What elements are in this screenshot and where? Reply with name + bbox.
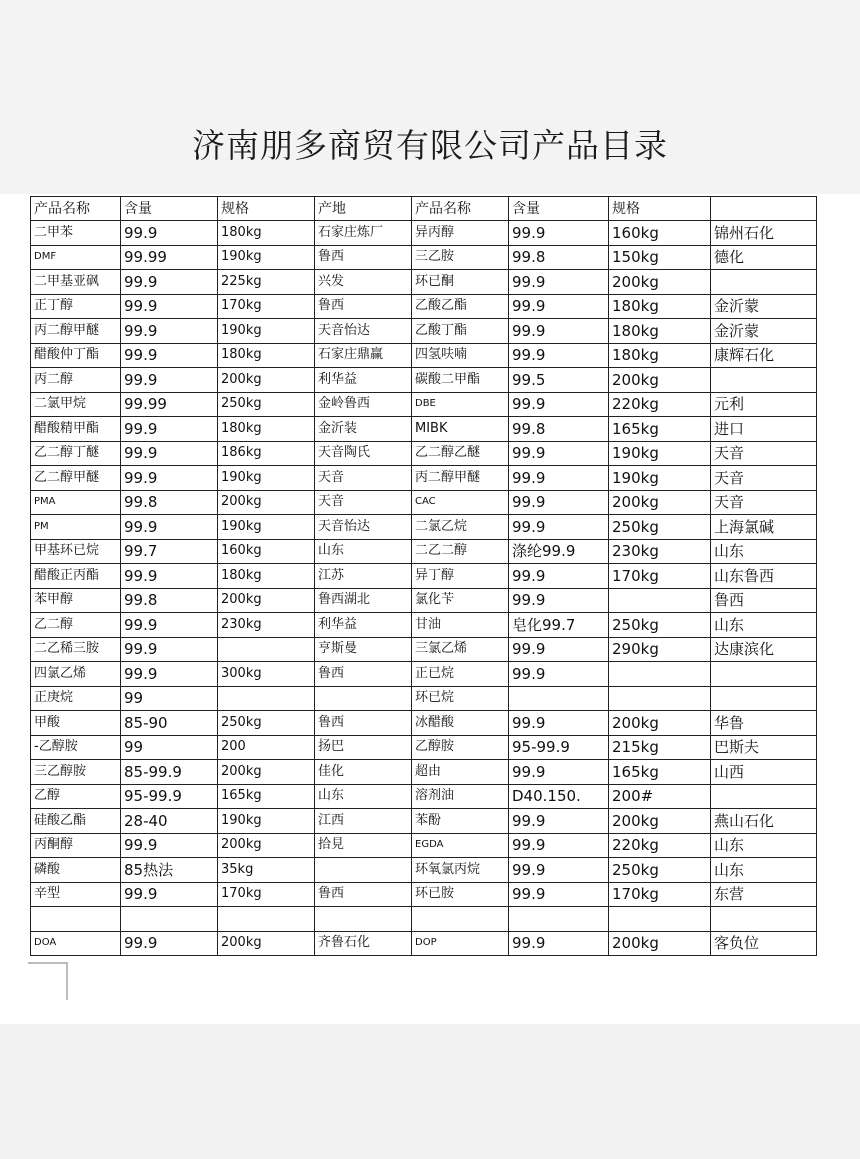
crop-corner-mark (28, 962, 68, 1000)
table-cell: 99 (121, 686, 218, 711)
table-cell: 溶剂油 (412, 784, 509, 809)
table-cell: 95-99.9 (121, 784, 218, 809)
table-cell: 165kg (218, 784, 315, 809)
table-cell: 山西 (711, 760, 817, 785)
table-cell: 99.9 (121, 294, 218, 319)
table-cell: 冰醋酸 (412, 711, 509, 736)
header-cell: 产地 (315, 197, 412, 221)
table-cell: 利华益 (315, 368, 412, 393)
table-cell: 170kg (609, 564, 711, 589)
table-cell: 磷酸 (31, 858, 121, 883)
table-cell: 150kg (609, 245, 711, 270)
table-cell: 99.9 (121, 221, 218, 246)
table-cell: 250kg (609, 613, 711, 638)
table-cell: 进口 (711, 417, 817, 442)
table-cell (315, 858, 412, 883)
table-cell (711, 368, 817, 393)
table-row (31, 637, 817, 662)
table-cell: 190kg (609, 441, 711, 466)
table-cell: 硅酸乙酯 (31, 809, 121, 834)
table-row (31, 760, 817, 785)
table-cell: 220kg (609, 392, 711, 417)
table-cell: 天音 (711, 441, 817, 466)
table-cell: 160kg (609, 221, 711, 246)
table-cell (711, 686, 817, 711)
table-cell: 异丙醇 (412, 221, 509, 246)
table-cell: 190kg (218, 809, 315, 834)
table-cell: 250kg (609, 515, 711, 540)
table-cell: 99.9 (121, 368, 218, 393)
table-cell: 200 (218, 735, 315, 760)
table-cell: 200kg (609, 809, 711, 834)
table-cell: 99.9 (121, 882, 218, 907)
table-cell: 99.9 (509, 319, 609, 344)
header-cell: 含量 (121, 197, 218, 221)
table-row (31, 392, 817, 417)
table-cell: 四氯乙烯 (31, 662, 121, 687)
table-cell (509, 907, 609, 932)
table-cell: 99.9 (509, 221, 609, 246)
table-cell: 180kg (609, 294, 711, 319)
table-cell: 35kg (218, 858, 315, 883)
table-cell: 江西 (315, 809, 412, 834)
table-row (31, 221, 817, 246)
table-cell: 甲酸 (31, 711, 121, 736)
header-cell: 产品名称 (412, 197, 509, 221)
table-cell: 鲁西 (315, 711, 412, 736)
table-cell: 99.9 (509, 515, 609, 540)
table-cell: PM (31, 515, 121, 540)
table-cell (711, 662, 817, 687)
table-cell: 拾見 (315, 833, 412, 858)
table-cell: MIBK (412, 417, 509, 442)
table-cell: 乙二醇丁醚 (31, 441, 121, 466)
table-cell: 丙二醇 (31, 368, 121, 393)
table-cell: 山东 (711, 539, 817, 564)
table-cell: 扬巴 (315, 735, 412, 760)
table-cell: 利华益 (315, 613, 412, 638)
table-cell: 165kg (609, 417, 711, 442)
table-cell: 225kg (218, 270, 315, 295)
table-cell: 醋酸正丙酯 (31, 564, 121, 589)
table-cell: 160kg (218, 539, 315, 564)
screenshot-bottom-area (0, 1024, 860, 1159)
table-cell: 170kg (218, 294, 315, 319)
table-header-row (31, 197, 817, 221)
table-cell: 乙酸乙酯 (412, 294, 509, 319)
table-cell: 28-40 (121, 809, 218, 834)
table-cell: 190kg (218, 319, 315, 344)
table-cell: 二甲苯 (31, 221, 121, 246)
table-cell: 正已烷 (412, 662, 509, 687)
table-cell: 85-90 (121, 711, 218, 736)
table-cell: 200kg (218, 931, 315, 956)
table-cell: 山东鲁西 (711, 564, 817, 589)
table-cell: 180kg (218, 343, 315, 368)
table-cell: 99.9 (509, 858, 609, 883)
table-row (31, 294, 817, 319)
table-cell (609, 662, 711, 687)
table-row (31, 833, 817, 858)
table-cell: 99.9 (509, 931, 609, 956)
table-cell: 山东 (315, 539, 412, 564)
table-cell: 99.8 (121, 490, 218, 515)
table-cell: 鲁西 (315, 662, 412, 687)
table-cell (121, 907, 218, 932)
table-cell: 正庚烷 (31, 686, 121, 711)
table-cell: 达康滨化 (711, 637, 817, 662)
table-cell: 鲁西 (711, 588, 817, 613)
table-cell: 190kg (218, 245, 315, 270)
table-cell: 江苏 (315, 564, 412, 589)
table-cell: 99.9 (121, 931, 218, 956)
table-cell: 170kg (609, 882, 711, 907)
table-cell: 99.9 (121, 466, 218, 491)
table-cell: 99.9 (121, 833, 218, 858)
table-cell: 99.9 (121, 343, 218, 368)
table-cell: 金沂蒙 (711, 294, 817, 319)
table-cell: 丙二醇甲醚 (31, 319, 121, 344)
table-cell: 190kg (609, 466, 711, 491)
table-row (31, 319, 817, 344)
table-cell: 200kg (218, 588, 315, 613)
table-cell: 二甲基亚砜 (31, 270, 121, 295)
table-cell: 金岭鲁西 (315, 392, 412, 417)
table-cell: 环已烷 (412, 686, 509, 711)
table-cell: 山东 (711, 858, 817, 883)
table-cell: 三氯乙烯 (412, 637, 509, 662)
table-cell: 99.9 (509, 343, 609, 368)
table-cell: 99.9 (509, 490, 609, 515)
table-row (31, 711, 817, 736)
table-row (31, 441, 817, 466)
table-cell: 丙酮醇 (31, 833, 121, 858)
header-cell (711, 197, 817, 221)
table-cell: 99.9 (509, 392, 609, 417)
table-cell: 99.9 (121, 564, 218, 589)
table-cell: 99.9 (121, 515, 218, 540)
header-cell: 含量 (509, 197, 609, 221)
table-cell: 醋酸精甲酯 (31, 417, 121, 442)
table-cell: PMA (31, 490, 121, 515)
table-cell: 环已胺 (412, 882, 509, 907)
table-row (31, 882, 817, 907)
table-cell: 东营 (711, 882, 817, 907)
table-cell: 200kg (609, 711, 711, 736)
table-cell: 99.8 (509, 417, 609, 442)
table-row (31, 564, 817, 589)
table-cell: 180kg (609, 343, 711, 368)
table-cell: 环氧氯丙烷 (412, 858, 509, 883)
table-body (31, 197, 817, 956)
table-cell (609, 686, 711, 711)
table-cell: 99.8 (509, 245, 609, 270)
header-cell: 产品名称 (31, 197, 121, 221)
table-cell: 兴发 (315, 270, 412, 295)
table-cell (315, 907, 412, 932)
table-cell: 二氯甲烷 (31, 392, 121, 417)
table-cell: 180kg (218, 417, 315, 442)
table-cell: 99.9 (121, 441, 218, 466)
table-cell: 二乙稀三胺 (31, 637, 121, 662)
table-cell: 99.9 (509, 662, 609, 687)
table-cell: 99.9 (121, 662, 218, 687)
table-cell: 99.9 (509, 760, 609, 785)
table-cell: 200kg (218, 368, 315, 393)
table-cell: 99.9 (509, 711, 609, 736)
table-row (31, 784, 817, 809)
table-row (31, 662, 817, 687)
table-cell: EGDA (412, 833, 509, 858)
table-cell: 200kg (609, 368, 711, 393)
table-cell: 200kg (609, 490, 711, 515)
table-cell: 200kg (218, 760, 315, 785)
table-row (31, 539, 817, 564)
header-cell: 规格 (609, 197, 711, 221)
table-row (31, 858, 817, 883)
table-row (31, 343, 817, 368)
table-cell: 环已酮 (412, 270, 509, 295)
table-cell: 99 (121, 735, 218, 760)
table-cell: 200kg (609, 270, 711, 295)
table-cell: 天音 (315, 466, 412, 491)
table-cell: 上海氯碱 (711, 515, 817, 540)
table-cell: 天音 (315, 490, 412, 515)
table-row (31, 588, 817, 613)
table-cell: 鲁西 (315, 882, 412, 907)
table-cell: 99.8 (121, 588, 218, 613)
table-cell (31, 907, 121, 932)
table-cell: 苯酚 (412, 809, 509, 834)
table-cell (509, 686, 609, 711)
table-row (31, 515, 817, 540)
table-cell: 乙酸丁酯 (412, 319, 509, 344)
table-row (31, 735, 817, 760)
table-cell: DBE (412, 392, 509, 417)
table-cell (711, 784, 817, 809)
table-cell: DOA (31, 931, 121, 956)
table-cell: 99.9 (509, 441, 609, 466)
table-cell: DMF (31, 245, 121, 270)
table-cell: 氯化苄 (412, 588, 509, 613)
table-cell: 鲁西湖北 (315, 588, 412, 613)
table-cell: 99.99 (121, 245, 218, 270)
table-cell: 99.5 (509, 368, 609, 393)
table-cell: 99.9 (509, 466, 609, 491)
table-cell: 230kg (609, 539, 711, 564)
table-cell: 天音 (711, 490, 817, 515)
table-cell: 250kg (218, 711, 315, 736)
table-cell: DOP (412, 931, 509, 956)
table-cell: 99.9 (509, 588, 609, 613)
table-row (31, 907, 817, 932)
table-cell: 215kg (609, 735, 711, 760)
table-cell: 鲁西 (315, 294, 412, 319)
table-cell: 99.9 (121, 270, 218, 295)
table-row (31, 270, 817, 295)
table-cell: 金沂蒙 (711, 319, 817, 344)
table-cell: 200kg (218, 490, 315, 515)
table-cell: 超由 (412, 760, 509, 785)
table-row (31, 490, 817, 515)
table-cell: 涤纶99.9 (509, 539, 609, 564)
table-cell: 乙二醇 (31, 613, 121, 638)
table-cell: 200kg (218, 833, 315, 858)
table-cell: 华鲁 (711, 711, 817, 736)
table-cell: 200# (609, 784, 711, 809)
table-cell: 金沂装 (315, 417, 412, 442)
table-row (31, 466, 817, 491)
table-cell: 190kg (218, 515, 315, 540)
table-cell: 99.9 (509, 882, 609, 907)
table-cell: 200kg (609, 931, 711, 956)
table-cell: 苯甲醇 (31, 588, 121, 613)
table-cell: 99.9 (121, 637, 218, 662)
table-cell: 佳化 (315, 760, 412, 785)
table-cell: 亨斯曼 (315, 637, 412, 662)
table-cell: 170kg (218, 882, 315, 907)
table-cell (218, 637, 315, 662)
table-cell: 二乙二醇 (412, 539, 509, 564)
table-cell: 天音怡达 (315, 515, 412, 540)
table-cell: 齐鲁石化 (315, 931, 412, 956)
table-cell: 99.9 (509, 833, 609, 858)
table-cell: 乙二醇乙醚 (412, 441, 509, 466)
table-row (31, 931, 817, 956)
table-cell: 99.9 (121, 613, 218, 638)
table-cell (412, 907, 509, 932)
table-cell: 180kg (218, 221, 315, 246)
table-cell: 甘油 (412, 613, 509, 638)
table-cell (711, 270, 817, 295)
table-cell: 正丁醇 (31, 294, 121, 319)
table-cell: 山东 (315, 784, 412, 809)
table-cell: 165kg (609, 760, 711, 785)
table-cell: 山东 (711, 613, 817, 638)
table-cell: 皂化99.7 (509, 613, 609, 638)
table-cell: 99.9 (509, 294, 609, 319)
table-cell: -乙醇胺 (31, 735, 121, 760)
table-cell (609, 907, 711, 932)
table-row (31, 613, 817, 638)
table-cell: 醋酸仲丁酯 (31, 343, 121, 368)
table-row (31, 686, 817, 711)
table-cell: 二氯乙烷 (412, 515, 509, 540)
table-cell: 230kg (218, 613, 315, 638)
table-cell: 山东 (711, 833, 817, 858)
table-cell: 85-99.9 (121, 760, 218, 785)
table-cell: 190kg (218, 466, 315, 491)
table-cell: 天音怡达 (315, 319, 412, 344)
table-cell: 180kg (609, 319, 711, 344)
table-cell: 乙醇胺 (412, 735, 509, 760)
table-cell: 250kg (609, 858, 711, 883)
table-cell: 天音陶氏 (315, 441, 412, 466)
table-cell: 三乙醇胺 (31, 760, 121, 785)
table-cell: 290kg (609, 637, 711, 662)
table-cell: 99.9 (509, 809, 609, 834)
table-cell: 99.99 (121, 392, 218, 417)
table-cell: 186kg (218, 441, 315, 466)
table-cell: 85热法 (121, 858, 218, 883)
table-cell: 99.9 (509, 637, 609, 662)
table-cell: 99.7 (121, 539, 218, 564)
header-cell: 规格 (218, 197, 315, 221)
table-cell: 异丁醇 (412, 564, 509, 589)
table-cell: 石家庄鼎赢 (315, 343, 412, 368)
table-cell: 燕山石化 (711, 809, 817, 834)
table-cell: 客负位 (711, 931, 817, 956)
table-cell: 辛型 (31, 882, 121, 907)
table-cell (609, 588, 711, 613)
table-cell: 180kg (218, 564, 315, 589)
table-cell: 300kg (218, 662, 315, 687)
table-cell: 220kg (609, 833, 711, 858)
table-cell: 乙二醇甲醚 (31, 466, 121, 491)
table-cell: 95-99.9 (509, 735, 609, 760)
table-cell: 康辉石化 (711, 343, 817, 368)
table-cell: 德化 (711, 245, 817, 270)
table-cell: CAC (412, 490, 509, 515)
table-cell (218, 686, 315, 711)
table-row (31, 809, 817, 834)
table-cell: 99.9 (121, 417, 218, 442)
table-row (31, 368, 817, 393)
table-cell: 甲基环已烷 (31, 539, 121, 564)
table-cell: 99.9 (509, 270, 609, 295)
table-cell: D40.150. (509, 784, 609, 809)
table-row (31, 245, 817, 270)
table-cell: 丙二醇甲醚 (412, 466, 509, 491)
table-row (31, 417, 817, 442)
table-cell: 乙醇 (31, 784, 121, 809)
table-cell (218, 907, 315, 932)
table-cell: 元利 (711, 392, 817, 417)
page-title: 济南朋多商贸有限公司产品目录 (192, 126, 668, 165)
table-cell (711, 907, 817, 932)
table-cell: 石家庄炼厂 (315, 221, 412, 246)
product-catalog-table (30, 196, 817, 956)
table-cell: 碳酸二甲酯 (412, 368, 509, 393)
table-cell: 99.9 (121, 319, 218, 344)
table-cell: 天音 (711, 466, 817, 491)
table-cell: 锦州石化 (711, 221, 817, 246)
table-cell: 四氢呋喃 (412, 343, 509, 368)
table-cell: 巴斯夫 (711, 735, 817, 760)
table-cell: 250kg (218, 392, 315, 417)
table-cell: 三乙胺 (412, 245, 509, 270)
table-cell (315, 686, 412, 711)
table-cell: 鲁西 (315, 245, 412, 270)
table-cell: 99.9 (509, 564, 609, 589)
